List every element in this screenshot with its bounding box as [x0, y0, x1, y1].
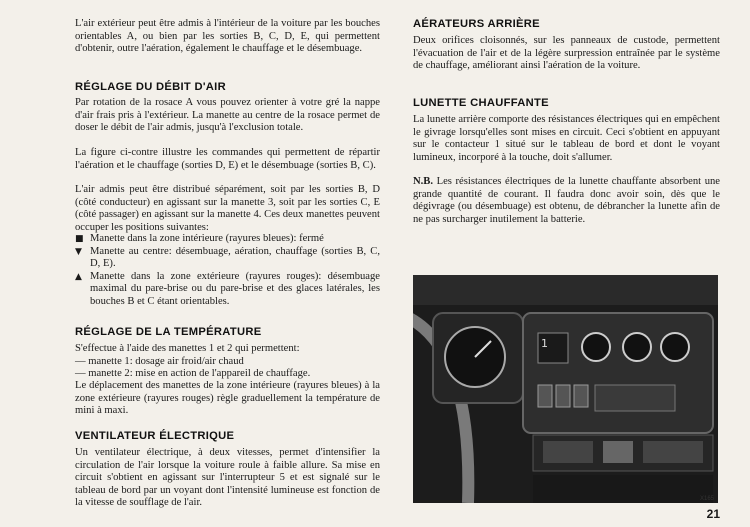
temperature-paragraph-2: Le déplacement des manettes de la zone intérieure (rayures bleues) à la zone extérieure (rayures rouges) règle graduellement la température de mini à maxi. — [75, 380, 380, 417]
ventilateur-paragraph: Un ventilateur électrique, à deux vitesses, permet d'intensifier la circulation de l'air lorsque la voiture roule à faible allure. Sa mise en circuit s'obtient en agissant sur l'interrupteur 5 et est signalé sur le tableau de bord par un voyant dont l'intensité lumineuse est fonction de la vitesse de soufflage de l'air. — [75, 447, 380, 509]
dashboard-photo — [413, 275, 718, 503]
triangle-up-bullet-icon: ▲ — [75, 271, 82, 282]
manette-positions-list — [75, 233, 380, 309]
lunette-paragraph: La lunette arrière comporte des résistances électriques qui en empêchent le givrage lorsqu'elles sont mises en circuit. Ceci s'obtient en appuyant sur le contacteur 1 situé sur le tableau de bord et dont le voyant lumineux, incorporé à la touche, doit s'allumer. — [413, 114, 720, 163]
section-title-temperature: RÉGLAGE DE LA TEMPÉRATURE — [75, 326, 262, 338]
section-title-lunette: LUNETTE CHAUFFANTE — [413, 97, 549, 109]
section-title-ventilateur: VENTILATEUR ÉLECTRIQUE — [75, 430, 235, 442]
intro-paragraph: L'air extérieur peut être admis à l'intérieur de la voiture par les bouches orientables A, ou bien par les sorties B, C, D, E, qui permettent d'obtenir, outre l'aération, également le chauffage et le désembuage. — [75, 18, 380, 55]
page-number: 21 — [706, 507, 720, 521]
debit-air-paragraph-3: L'air admis peut être distribué séparément, soit par les sorties B, D (côté conducteur) en agissant sur la manette 3, soit par les sorties C, E (côté passager) en agissant sur la manette 4. Ces deux manettes peuvent occuper les positions suivantes: — [75, 184, 380, 233]
temperature-paragraph-1: S'effectue à l'aide des manettes 1 et 2 qui permettent: — [75, 343, 300, 354]
debit-air-paragraph-1: Par rotation de la rosace A vous pouvez orienter à votre gré la nappe d'air frais pris à l'extérieur. La manette au centre de la rosace permet de doser le débit de l'air admis, jusqu'à l'exclusion totale. — [75, 97, 380, 134]
triangle-down-bullet-icon: ▼ — [75, 246, 82, 257]
list-item: ▼ Manette au centre: désembuage, aération, chauffage (sorties B, C, D, E). — [75, 245, 380, 270]
section-title-aerateurs: AÉRATEURS ARRIÈRE — [413, 18, 540, 30]
temperature-line-1: — manette 1: dosage air froid/air chaud — [75, 356, 244, 367]
debit-air-paragraph-2: La figure ci-contre illustre les commandes qui permettent de répartir l'aération et le chauffage (sorties D, E) et le désembuage (sorties B, C). — [75, 147, 380, 171]
aerateurs-paragraph: Deux orifices cloisonnés, sur les panneaux de custode, permettent l'évacuation de l'air et de la légère surpression entraînée par le système de chauffage, améliorant ainsi l'aération de la voiture. — [413, 35, 720, 72]
photo-reference: X165 — [700, 496, 715, 502]
dashboard-illustration — [413, 275, 718, 503]
nb-label: N.B. — [413, 176, 434, 187]
temperature-line-2: — manette 2: mise en action de l'appareil de chauffage. — [75, 368, 311, 379]
list-item: ■ Manette dans la zone intérieure (rayures bleues): fermé — [75, 233, 324, 244]
nb-paragraph — [413, 176, 720, 226]
list-item: ▲ Manette dans la zone extérieure (rayures rouges): désembuage maximal du pare-brise ou du pare-brise et des glaces latérales, les bouches B et C étant orientables. — [75, 270, 380, 307]
photo-label-1: 1 — [541, 337, 548, 350]
square-bullet-icon: ■ — [75, 234, 84, 244]
section-title-debit-air: RÉGLAGE DU DÉBIT D'AIR — [75, 81, 226, 93]
nb-text: Les résistances électriques de la lunette chauffante absorbent une grande quantité de courant. Il faudra donc avoir soin, dès que le dégivrage (ou désembuage) est obtenu, de débrancher la lunette afin de ne pas surcharger inutilement la batterie. — [413, 176, 720, 225]
